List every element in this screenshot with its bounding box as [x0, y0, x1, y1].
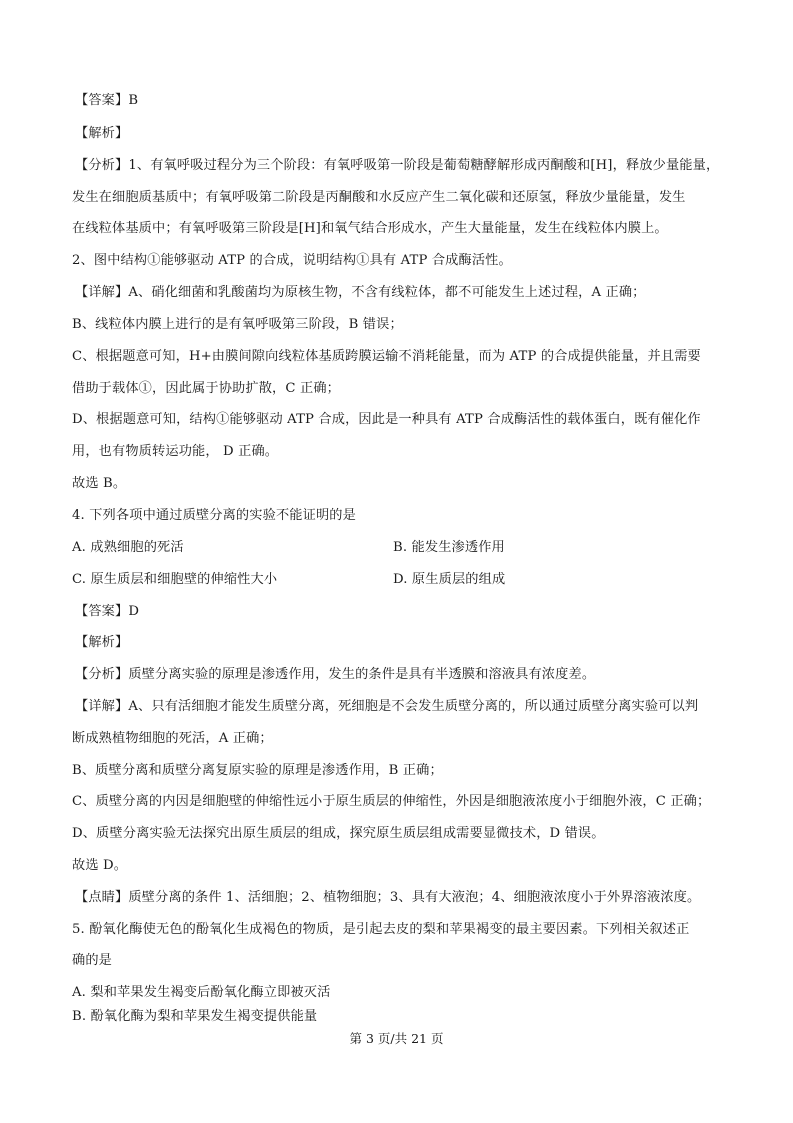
explanation-text: 【详解】A、只有活细胞才能发生质壁分离，死细胞是不会发生质壁分离的，所以通过质壁分离实验可以判: [75, 699, 699, 714]
option-c: C. 原生质层和细胞壁的伸缩性大小: [72, 572, 278, 587]
key-point-text: 【点睛】质壁分离的条件 1、活细胞；2、植物细胞；3、具有大液泡；4、细胞液浓度小于外界溶液浓度。: [75, 890, 701, 905]
question-5-stem: 确的是: [72, 953, 113, 968]
analysis-text: 在线粒体基质中；有氧呼吸第三阶段是[H]和氧气结合形成水，产生大量能量，发生在线粒体内膜上。: [72, 221, 668, 236]
explanation-text: 用，也有物质转运功能， D 正确。: [72, 444, 279, 459]
analysis-heading: 【解析】: [75, 126, 129, 141]
question-5-option-b: B. 酚氧化酶为梨和苹果发生褐变提供能量: [72, 1009, 318, 1024]
explanation-text: 【详解】A、硝化细菌和乳酸菌均为原核生物，不含有线粒体，都不可能发生上述过程，A 正确；: [75, 285, 646, 300]
explanation-text: 断成熟植物细胞的死活，A 正确；: [72, 731, 273, 746]
explanation-text: 借助于载体①，因此属于协助扩散，C 正确；: [72, 381, 340, 396]
question-4-options-row-2: [72, 571, 506, 589]
analysis-text: 【分析】质壁分离实验的原理是渗透作用，发生的条件是具有半透膜和溶液具有浓度差。: [75, 667, 596, 682]
conclusion-line: 故选 B。: [72, 476, 127, 491]
analysis-text: 2、图中结构①能够驱动 ATP 的合成，说明结构①具有 ATP 合成酶活性。: [72, 253, 512, 268]
conclusion-line: 故选 D。: [72, 858, 128, 873]
page-number: 第 3 页/共 21 页: [349, 1031, 444, 1046]
answer-line: 【答案】D: [75, 604, 140, 619]
option-b: B. 能发生渗透作用: [393, 540, 505, 555]
analysis-text: 【分析】1、有氧呼吸过程分为三个阶段：有氧呼吸第一阶段是葡萄糖酵解形成丙酮酸和[H]，释放少量能量，: [75, 158, 720, 173]
explanation-text: C、根据题意可知，H+由膜间隙向线粒体基质跨膜运输不消耗能量，而为 ATP 的合成提供能量，并且需要: [72, 349, 701, 364]
option-a: A. 成熟细胞的死活: [72, 540, 184, 555]
explanation-text: B、质壁分离和质壁分离复原实验的原理是渗透作用，B 正确；: [72, 763, 443, 778]
answer-line: 【答案】B: [75, 93, 139, 108]
question-4-stem: 4. 下列各项中通过质壁分离的实验不能证明的是: [72, 508, 356, 523]
explanation-text: D、质壁分离实验无法探究出原生质层的组成，探究原生质层组成需要显微技术，D 错误。: [72, 826, 605, 841]
question-5-stem: 5. 酚氧化酶使无色的酚氧化生成褐色的物质，是引起去皮的梨和苹果褐变的最主要因素。下列相关叙述正: [72, 922, 690, 937]
explanation-text: B、线粒体内膜上进行的是有氧呼吸第三阶段，B 错误；: [72, 317, 403, 332]
option-d: D. 原生质层的组成: [393, 572, 506, 587]
explanation-text: C、质壁分离的内因是细胞壁的伸缩性远小于原生质层的伸缩性，外因是细胞液浓度小于细胞外液，C 正确；: [72, 794, 711, 809]
question-5-option-a: A. 梨和苹果发生褐变后酚氧化酶立即被灭活: [72, 985, 331, 1000]
question-4-options-row-1: [72, 539, 505, 557]
analysis-heading: 【解析】: [75, 635, 129, 650]
explanation-text: D、根据题意可知，结构①能够驱动 ATP 合成，因此是一种具有 ATP 合成酶活性的载体蛋白，既有催化作: [72, 412, 701, 427]
analysis-text: 发生在细胞质基质中；有氧呼吸第二阶段是丙酮酸和水反应产生二氧化碳和还原氢，释放少量能量，发生: [72, 190, 686, 205]
